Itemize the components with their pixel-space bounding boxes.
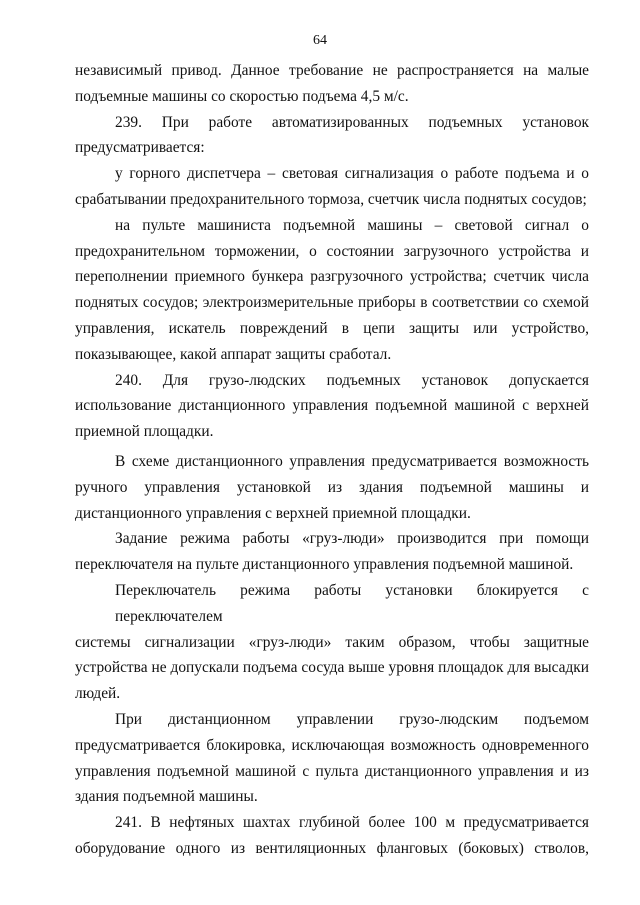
text-line: системы сигнализации «груз-люди» таким образом, чтобы защитные [75,633,589,651]
text-line: устройства не допускали подъема сосуда выше уровня площадок для высадки [75,659,589,677]
text-line: 240. Для грузо-людских подъемных установок допускается [115,371,589,389]
paragraph [75,526,589,578]
text-line: показывающее, какой аппарат защиты сработал. [75,345,392,363]
text-line: ручного управления установкой из здания подъемной машины и [75,478,589,496]
paragraph [75,110,589,162]
paragraph [75,449,589,526]
text-line: управления, искатель повреждений в цепи защиты или устройство, [75,319,589,337]
paragraph [75,213,589,368]
paragraph [75,707,589,810]
text-line: оборудование одного из вентиляционных фланговых (боковых) стволов, [75,839,589,857]
text-line: 241. В нефтяных шахтах глубиной более 100 м предусматривается [115,814,589,832]
text-line: 239. При работе автоматизированных подъемных установок [115,113,589,131]
paragraph [75,161,589,213]
text-line: переполнении приемного бункера разгрузочного устройства; счетчик числа [75,268,589,286]
paragraph [75,368,589,445]
document-body [75,58,589,862]
text-line: приемной площадки. [75,423,214,441]
text-line: переключателя на пульте дистанционного управления подъемной машиной. [75,556,574,574]
text-line: людей. [75,685,121,703]
text-line: срабатывании предохранительного тормоза, счетчик числа поднятых сосудов; [75,190,587,208]
text-line: предусматривается: [75,139,205,157]
text-line: предусматривается блокировка, исключающая возможность одновременного [75,736,589,754]
text-line: у горного диспетчера – световая сигнализация о работе подъема и о [115,165,589,183]
text-line: поднятых сосудов; электроизмерительные приборы в соответствии со схемой [75,294,589,312]
text-line: В схеме дистанционного управления предусматривается возможность [115,452,589,470]
paragraph [75,58,589,110]
text-line: здания подъемной машины. [75,788,258,806]
paragraph [75,810,589,862]
page-number: 64 [313,33,327,48]
text-line: Задание режима работы «груз-люди» производится при помощи [115,530,589,548]
paragraph [75,578,589,707]
text-line: подъемные машины со скоростью подъема 4,5 м/с. [75,87,409,105]
text-line: управления подъемной машиной с пульта дистанционного управления и из [75,762,589,780]
text-line: дистанционного управления с верхней приемной площадки. [75,504,471,522]
text-line: использование дистанционного управления подъемной машиной с верхней [75,397,589,415]
text-line: независимый привод. Данное требование не распространяется на малые [75,62,589,79]
text-line: предохранительном торможении, о состоянии загрузочного устройства и [75,242,589,260]
text-line: Переключатель режима работы установки блокируется с переключателем [115,581,589,625]
text-line: на пульте машиниста подъемной машины – световой сигнал о [115,216,589,234]
text-line: При дистанционном управлении грузо-людским подъемом [115,710,589,728]
